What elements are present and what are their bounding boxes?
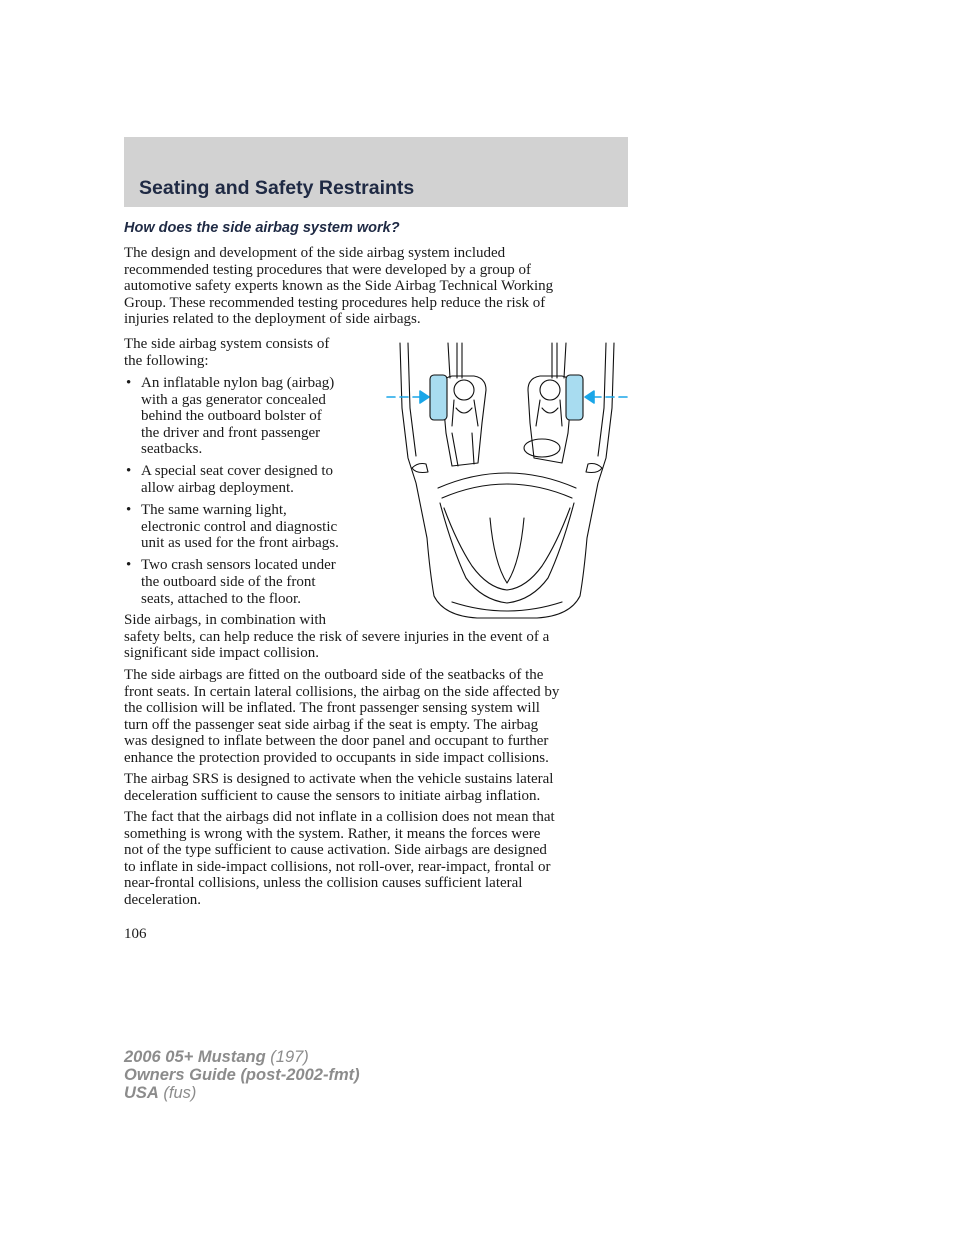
- side-mirror-left: [412, 464, 428, 473]
- text-line: seats, attached to the floor.: [141, 590, 301, 607]
- car-side-airbag-illustration: [382, 338, 632, 620]
- page-number: 106: [124, 926, 147, 942]
- list-item: [124, 375, 384, 458]
- component-list: [124, 375, 384, 613]
- text-line: the collision will be inflated. The front passenger sensing system will: [124, 700, 540, 717]
- side-mirror-right: [586, 464, 602, 473]
- bullet-icon: •: [126, 502, 132, 519]
- passenger-occupant: [524, 376, 572, 463]
- list-item: [124, 502, 384, 552]
- text-line: with a gas generator concealed: [141, 391, 326, 408]
- text-line: injuries related to the deployment of side airbags.: [124, 311, 421, 328]
- footer-guide: Owners Guide (post-2002-fmt): [124, 1066, 360, 1084]
- text-line: seatbacks.: [141, 441, 203, 458]
- text-line: Group. These recommended testing procedures help reduce the risk of: [124, 294, 546, 311]
- text-line: The side airbag system consists of: [124, 336, 330, 352]
- text-line: behind the outboard bolster of: [141, 408, 322, 425]
- text-line: near-frontal collisions, unless the collision causes sufficient lateral: [124, 875, 523, 892]
- text-line: allow airbag deployment.: [141, 480, 294, 497]
- text-line: was designed to inflate between the door panel and occupant to further: [124, 733, 549, 750]
- list-item: [124, 557, 384, 607]
- driver-occupant: [442, 376, 486, 466]
- text-line: front seats. In certain lateral collisions, the airbag on the side affected by: [124, 683, 560, 700]
- passenger-side-airbag: [566, 375, 583, 420]
- text-line: enhance the protection provided to occupants in side impact collisions.: [124, 749, 549, 766]
- text-line: electronic control and diagnostic: [141, 518, 338, 535]
- footer-market-code: (fus): [158, 1084, 197, 1102]
- footer-market: USA: [124, 1084, 159, 1102]
- footer-line: [124, 1048, 360, 1066]
- text-line: The same warning light,: [141, 502, 287, 519]
- text-line: The fact that the airbags did not inflate in a collision does not mean that: [124, 809, 555, 825]
- paragraph-fitted: [124, 667, 559, 767]
- text-line: not of the type sufficient to cause activation. Side airbags are designed: [124, 842, 547, 859]
- text-line: turn off the passenger seat side airbag if the seat is empty. The airbag: [124, 716, 539, 733]
- list-item: [124, 463, 384, 496]
- text-line: significant side impact collision.: [124, 645, 319, 662]
- footer-line: [124, 1084, 360, 1102]
- footer-model-code: (197): [265, 1048, 309, 1066]
- text-line: Two crash sensors located under: [141, 557, 336, 574]
- text-line: safety belts, can help reduce the risk of severe injuries in the event of a: [124, 628, 550, 645]
- bullet-icon: •: [126, 463, 132, 480]
- text-line: deceleration sufficient to cause the sensors to initiate airbag inflation.: [124, 787, 541, 804]
- text-line: something is wrong with the system. Rather, it means the forces were: [124, 825, 541, 842]
- text-line: The side airbags are fitted on the outboard side of the seatbacks of the: [124, 667, 544, 683]
- text-line: recommended testing procedures that were developed by a group of: [124, 261, 531, 278]
- text-line: to inflate in side-impact collisions, not roll-over, rear-impact, frontal or: [124, 858, 551, 875]
- section-title: Seating and Safety Restraints: [139, 177, 415, 199]
- text-line: unit as used for the front airbags.: [141, 535, 339, 552]
- document-footer: [124, 1048, 360, 1102]
- text-line: An inflatable nylon bag (airbag): [141, 375, 335, 391]
- right-arrow-icon: [585, 391, 627, 403]
- text-line: The airbag SRS is designed to activate when the vehicle sustains lateral: [124, 771, 554, 787]
- driver-side-airbag: [430, 375, 447, 420]
- footer-model: 2006 05+ Mustang: [124, 1048, 266, 1066]
- paragraph-intro: [124, 336, 329, 369]
- bullet-icon: •: [126, 557, 132, 574]
- text-line: A special seat cover designed to: [141, 463, 334, 480]
- text-line: deceleration.: [124, 891, 202, 908]
- text-line: the following:: [124, 352, 209, 369]
- text-line: Side airbags, in combination with: [124, 612, 327, 628]
- text-line: automotive safety experts known as the Side Airbag Technical Working: [124, 278, 554, 295]
- text-line: the driver and front passenger: [141, 424, 321, 441]
- bullet-icon: •: [126, 375, 132, 391]
- text-line: The design and development of the side airbag system included: [124, 245, 506, 261]
- text-line: the outboard side of the front: [141, 574, 316, 591]
- paragraph-srs: [124, 771, 553, 804]
- paragraph-design: [124, 245, 553, 328]
- paragraph-not-inflate: [124, 809, 555, 909]
- sub-heading: How does the side airbag system work?: [124, 220, 400, 236]
- left-arrow-icon: [387, 391, 429, 403]
